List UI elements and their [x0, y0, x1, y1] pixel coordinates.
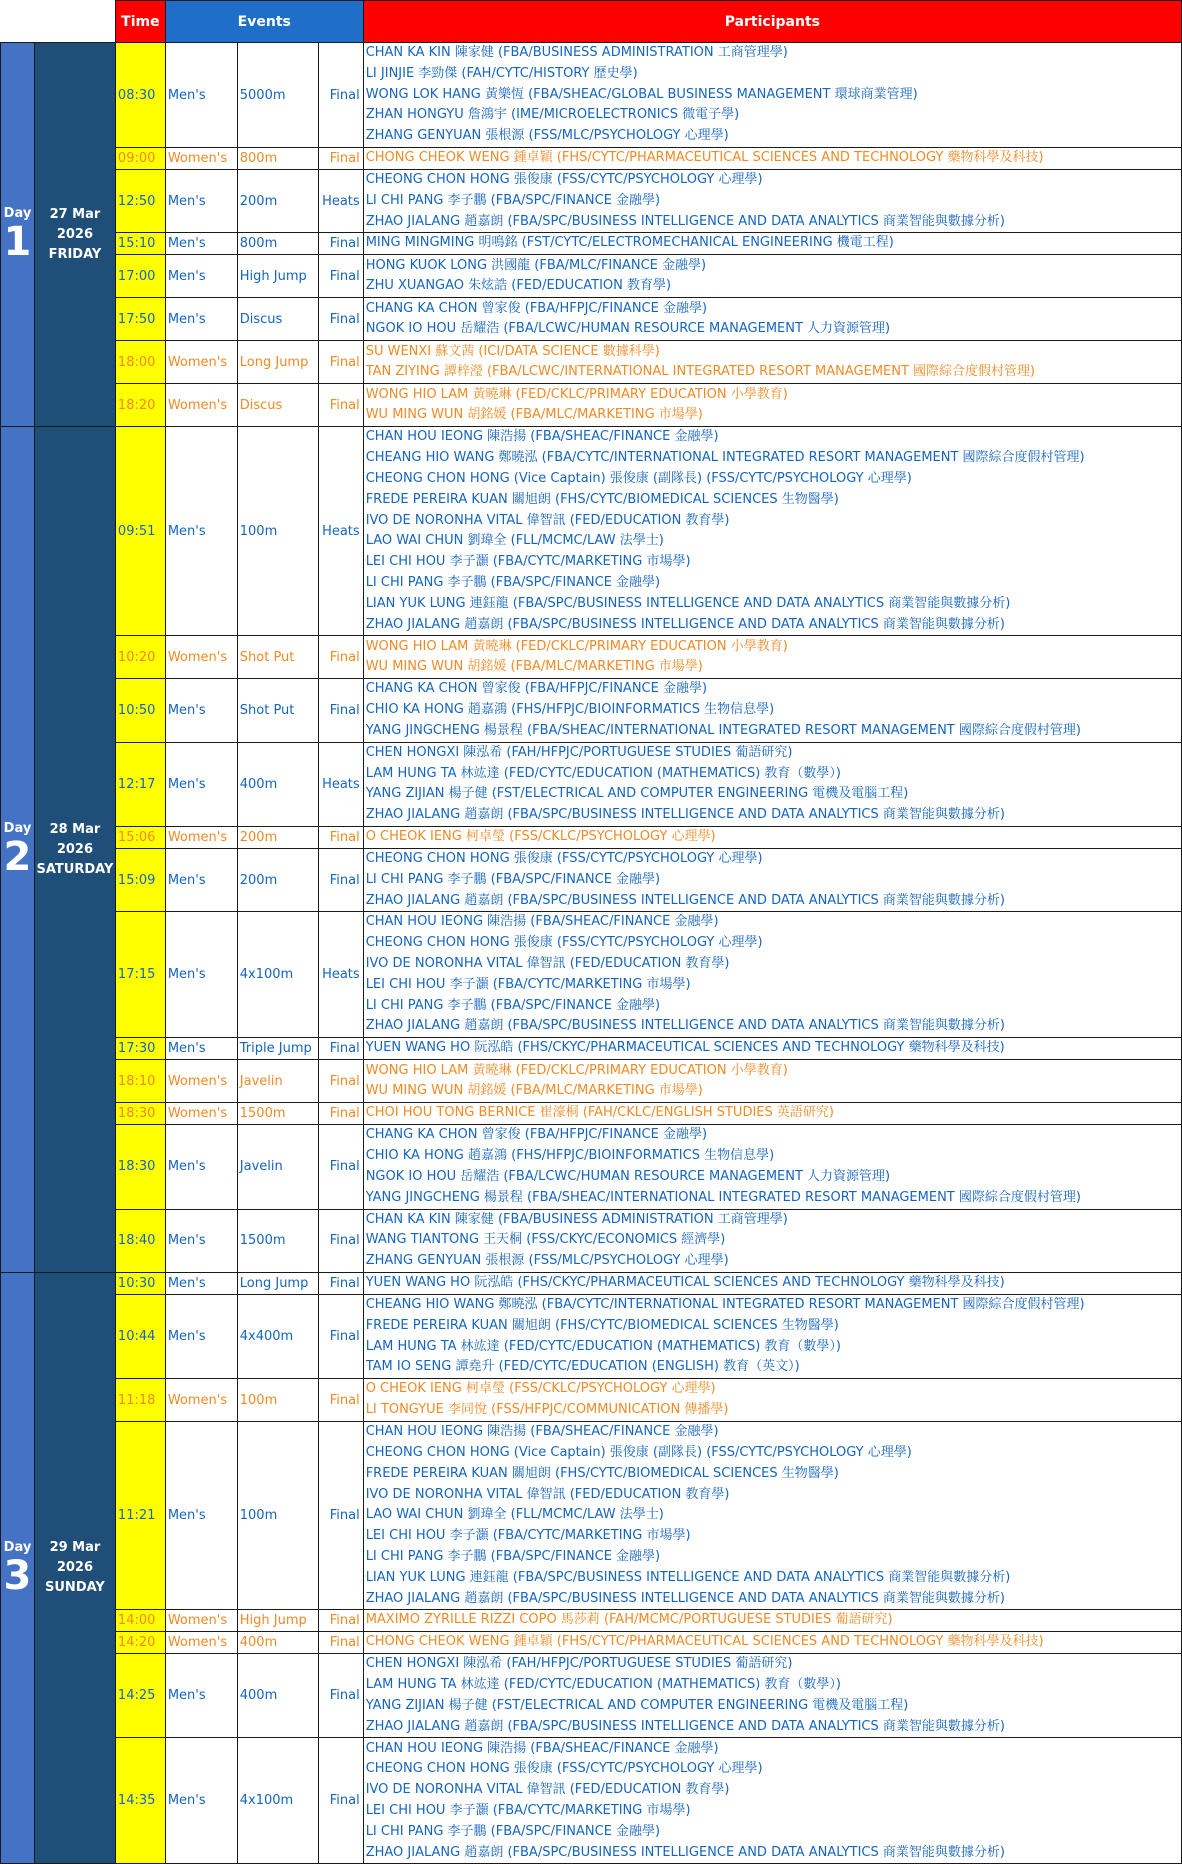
day-date: 28 Mar 2026 — [49, 821, 101, 857]
event-gender: Men's — [165, 679, 237, 742]
participant-entry: CHEONG CHON HONG 張俊康 (FSS/CYTC/PSYCHOLOGY 心理學) — [365, 1761, 763, 1777]
event-round: Final — [318, 636, 363, 679]
event-gender: Women's — [165, 826, 237, 848]
participant-entry: LI CHI PANG 李子鵬 (FBA/SPC/FINANCE 金融學) — [365, 1823, 661, 1839]
event-row — [1, 848, 1182, 911]
event-time: 10:30 — [115, 1272, 165, 1294]
event-gender: Women's — [165, 636, 237, 679]
event-row — [1, 1379, 1182, 1422]
participants-cell — [363, 1379, 1181, 1422]
day-label: Day — [3, 1539, 32, 1555]
day-date-cell — [34, 1272, 115, 1864]
participant-entry: YANG ZIJIAN 楊子健 (FST/ELECTRICAL AND COMPUTER ENGINEERING 電機及電腦工程) — [365, 1697, 909, 1713]
event-row — [1, 679, 1182, 742]
event-round: Final — [318, 1632, 363, 1654]
participant-entry: O CHEOK IENG 柯卓瑩 (FSS/CKLC/PSYCHOLOGY 心理學) — [365, 829, 716, 845]
day-weekday: FRIDAY — [48, 246, 102, 262]
participant-entry: WONG HIO LAM 黃曉琳 (FED/CKLC/PRIMARY EDUCATION 小學教育) — [365, 1062, 788, 1078]
event-row — [1, 170, 1182, 233]
event-round: Final — [318, 43, 363, 148]
event-row — [1, 1209, 1182, 1272]
participant-entry: LEI CHI HOU 李子灝 (FBA/CYTC/MARKETING 市場學) — [365, 1528, 691, 1544]
day-label-cell — [1, 43, 35, 427]
event-round: Final — [318, 341, 363, 384]
event-time: 18:20 — [115, 384, 165, 427]
event-time: 18:40 — [115, 1209, 165, 1272]
event-gender: Women's — [165, 341, 237, 384]
event-round: Heats — [318, 742, 363, 826]
event-time: 12:17 — [115, 742, 165, 826]
event-time: 09:51 — [115, 427, 165, 636]
event-row — [1, 427, 1182, 636]
participants-cell — [363, 1610, 1181, 1632]
event-name: 400m — [237, 1632, 318, 1654]
participants-cell — [363, 1632, 1181, 1654]
participants-cell — [363, 1038, 1181, 1060]
participants-cell — [363, 1738, 1181, 1864]
event-name: Long Jump — [237, 341, 318, 384]
event-gender: Men's — [165, 298, 237, 341]
header-time: Time — [115, 1, 165, 43]
event-name: 200m — [237, 848, 318, 911]
event-row — [1, 1294, 1182, 1378]
event-time: 12:50 — [115, 170, 165, 233]
participant-entry: CHAN KA KIN 陳家健 (FBA/BUSINESS ADMINISTRATION 工商管理學) — [365, 45, 788, 60]
event-row — [1, 636, 1182, 679]
event-gender: Men's — [165, 848, 237, 911]
participant-entry: ZHANG GENYUAN 張根源 (FSS/MLC/PSYCHOLOGY 心理學) — [365, 1253, 729, 1269]
event-row — [1, 148, 1182, 170]
event-name: 200m — [237, 826, 318, 848]
participants-cell — [363, 298, 1181, 341]
event-round: Final — [318, 233, 363, 255]
event-round: Final — [318, 1654, 363, 1738]
day-date: 29 Mar 2026 — [49, 1540, 101, 1576]
participant-entry: HONG KUOK LONG 洪國龍 (FBA/MLC/FINANCE 金融學) — [365, 257, 707, 273]
event-gender: Men's — [165, 255, 237, 298]
event-round: Final — [318, 384, 363, 427]
event-name: High Jump — [237, 255, 318, 298]
event-name: 800m — [237, 233, 318, 255]
participant-entry: TAM IO SENG 譚堯升 (FED/CYTC/EDUCATION (ENGLISH) 教育（英文）) — [365, 1359, 800, 1375]
event-round: Final — [318, 1060, 363, 1103]
event-time: 11:18 — [115, 1379, 165, 1422]
event-time: 08:30 — [115, 43, 165, 148]
day-weekday: SATURDAY — [36, 861, 114, 877]
participant-entry: LIAN YUK LUNG 連鈺龍 (FBA/SPC/BUSINESS INTELLIGENCE AND DATA ANALYTICS 商業智能與數據分析) — [365, 1569, 1011, 1585]
participants-cell — [363, 341, 1181, 384]
participants-cell — [363, 848, 1181, 911]
event-name: Long Jump — [237, 1272, 318, 1294]
event-time: 15:06 — [115, 826, 165, 848]
participants-cell — [363, 1422, 1181, 1610]
event-row — [1, 298, 1182, 341]
participant-entry: YANG JINGCHENG 楊景程 (FBA/SHEAC/INTERNATIONAL INTEGRATED RESORT MANAGEMENT 國際綜合度假村管理) — [365, 1189, 1081, 1205]
participant-entry: CHEN HONGXI 陳泓希 (FAH/HFPJC/PORTUGUESE STUDIES 葡語研究) — [365, 744, 793, 760]
event-round: Final — [318, 148, 363, 170]
event-name: 100m — [237, 1379, 318, 1422]
event-gender: Men's — [165, 1294, 237, 1378]
day-number: 3 — [3, 1552, 32, 1599]
participant-entry: LAM HUNG TA 林竑達 (FED/CYTC/EDUCATION (MATHEMATICS) 教育（數學）) — [365, 765, 842, 781]
event-name: Discus — [237, 384, 318, 427]
event-gender: Men's — [165, 1738, 237, 1864]
participant-entry: WANG TIANTONG 王天桐 (FSS/CKYC/ECONOMICS 經濟學) — [365, 1232, 726, 1248]
event-name: Triple Jump — [237, 1038, 318, 1060]
event-gender: Men's — [165, 427, 237, 636]
event-name: 4x400m — [237, 1294, 318, 1378]
participant-entry: CHAN HOU IEONG 陳浩揚 (FBA/SHEAC/FINANCE 金融學) — [365, 1740, 719, 1756]
participant-entry: MAXIMO ZYRILLE RIZZI COPO 馬莎莉 (FAH/MCMC/PORTUGUESE STUDIES 葡語研究) — [365, 1612, 893, 1628]
event-row — [1, 1125, 1182, 1209]
participant-entry: CHAN KA KIN 陳家健 (FBA/BUSINESS ADMINISTRATION 工商管理學) — [365, 1211, 788, 1227]
participants-cell — [363, 1060, 1181, 1103]
participant-entry: IVO DE NORONHA VITAL 偉智訊 (FED/EDUCATION 教育學) — [365, 512, 730, 528]
participant-entry: O CHEOK IENG 柯卓瑩 (FSS/CKLC/PSYCHOLOGY 心理學) — [365, 1381, 716, 1397]
day-label: Day — [3, 206, 32, 222]
participant-entry: CHANG KA CHON 曾家俊 (FBA/HFPJC/FINANCE 金融學) — [365, 681, 708, 697]
participant-entry: CHEONG CHON HONG 張俊康 (FSS/CYTC/PSYCHOLOGY 心理學) — [365, 172, 763, 187]
participant-entry: YANG JINGCHENG 楊景程 (FBA/SHEAC/INTERNATIONAL INTEGRATED RESORT MANAGEMENT 國際綜合度假村管理) — [365, 722, 1081, 738]
event-time: 10:50 — [115, 679, 165, 742]
participant-entry: FREDE PEREIRA KUAN 關旭朗 (FHS/CYTC/BIOMEDICAL SCIENCES 生物醫學) — [365, 491, 839, 507]
day-date-cell — [34, 43, 115, 427]
participant-entry: ZHAO JIALANG 趙嘉朗 (FBA/SPC/BUSINESS INTELLIGENCE AND DATA ANALYTICS 商業智能與數據分析) — [365, 1590, 1005, 1606]
participant-entry: LAO WAI CHUN 劉瑋全 (FLL/MCMC/LAW 法學士) — [365, 1507, 664, 1523]
event-round: Final — [318, 1379, 363, 1422]
event-row — [1, 742, 1182, 826]
participants-cell — [363, 233, 1181, 255]
event-name: 100m — [237, 427, 318, 636]
event-name: Shot Put — [237, 636, 318, 679]
event-gender: Men's — [165, 1272, 237, 1294]
participant-entry: YUEN WANG HO 阮泓皓 (FHS/CKYC/PHARMACEUTICAL SCIENCES AND TECHNOLOGY 藥物科學及科技) — [365, 1040, 1005, 1056]
event-gender: Women's — [165, 1632, 237, 1654]
participants-cell — [363, 1125, 1181, 1209]
participant-entry: CHANG KA CHON 曾家俊 (FBA/HFPJC/FINANCE 金融學) — [365, 1127, 708, 1143]
participant-entry: CHONG CHEOK WENG 鍾卓穎 (FHS/CYTC/PHARMACEUTICAL SCIENCES AND TECHNOLOGY 藥物科學及科技) — [365, 1634, 1044, 1650]
participant-entry: LEI CHI HOU 李子灝 (FBA/CYTC/MARKETING 市場學) — [365, 1802, 691, 1818]
day-weekday: SUNDAY — [45, 1580, 105, 1596]
event-row — [1, 912, 1182, 1038]
event-round: Final — [318, 1209, 363, 1272]
participant-entry: TAN ZIYING 譚梓瀅 (FBA/LCWC/INTERNATIONAL INTEGRATED RESORT MANAGEMENT 國際綜合度假村管理) — [365, 364, 1036, 380]
participants-cell — [363, 1209, 1181, 1272]
participant-entry: WONG LOK HANG 黃樂恆 (FBA/SHEAC/GLOBAL BUSINESS MANAGEMENT 環球商業管理) — [365, 86, 918, 102]
participant-entry: LIAN YUK LUNG 連鈺龍 (FBA/SPC/BUSINESS INTELLIGENCE AND DATA ANALYTICS 商業智能與數據分析) — [365, 595, 1011, 611]
event-row — [1, 1272, 1182, 1294]
participant-entry: ZHAO JIALANG 趙嘉朗 (FBA/SPC/BUSINESS INTELLIGENCE AND DATA ANALYTICS 商業智能與數據分析) — [365, 1718, 1005, 1734]
participant-entry: CHEONG CHON HONG 張俊康 (FSS/CYTC/PSYCHOLOGY 心理學) — [365, 850, 763, 866]
event-round: Final — [318, 679, 363, 742]
event-name: Javelin — [237, 1125, 318, 1209]
event-time: 11:21 — [115, 1422, 165, 1610]
event-round: Final — [318, 1610, 363, 1632]
participant-entry: CHONG CHEOK WENG 鍾卓穎 (FHS/CYTC/PHARMACEUTICAL SCIENCES AND TECHNOLOGY 藥物科學及科技) — [365, 150, 1044, 166]
participant-entry: LI CHI PANG 李子鵬 (FBA/SPC/FINANCE 金融學) — [365, 192, 661, 208]
participant-entry: ZHU XUANGAO 朱炫誥 (FED/EDUCATION 教育學) — [365, 278, 672, 294]
participant-entry: LAM HUNG TA 林竑達 (FED/CYTC/EDUCATION (MATHEMATICS) 教育（數學）) — [365, 1677, 842, 1693]
participant-entry: CHEONG CHON HONG (Vice Captain) 張俊康 (副隊長) (FSS/CYTC/PSYCHOLOGY 心理學) — [365, 471, 912, 486]
event-time: 17:50 — [115, 298, 165, 341]
event-gender: Women's — [165, 384, 237, 427]
event-row — [1, 1738, 1182, 1864]
event-gender: Men's — [165, 1654, 237, 1738]
participant-entry: LI JINJIE 李勁傑 (FAH/CYTC/HISTORY 歷史學) — [365, 65, 638, 81]
participant-entry: LAO WAI CHUN 劉瑋全 (FLL/MCMC/LAW 法學士) — [365, 533, 664, 549]
event-time: 15:10 — [115, 233, 165, 255]
participant-entry: IVO DE NORONHA VITAL 偉智訊 (FED/EDUCATION 教育學) — [365, 1486, 730, 1502]
participant-entry: CHAN HOU IEONG 陳浩揚 (FBA/SHEAC/FINANCE 金融學) — [365, 1424, 719, 1440]
event-round: Final — [318, 1103, 363, 1125]
event-time: 09:00 — [115, 148, 165, 170]
day-label-cell — [1, 427, 35, 1273]
day-date: 27 Mar 2026 — [49, 206, 101, 242]
participants-cell — [363, 384, 1181, 427]
participants-cell — [363, 43, 1181, 148]
participant-entry: CHAN HOU IEONG 陳浩揚 (FBA/SHEAC/FINANCE 金融學) — [365, 914, 719, 930]
participant-entry: ZHAN HONGYU 詹鴻宇 (IME/MICROELECTRONICS 微電子學) — [365, 107, 740, 123]
day-number: 1 — [3, 219, 32, 266]
event-row — [1, 1422, 1182, 1610]
event-time: 14:20 — [115, 1632, 165, 1654]
event-gender: Men's — [165, 43, 237, 148]
participants-cell — [363, 679, 1181, 742]
day-number: 2 — [3, 834, 32, 881]
event-name: 400m — [237, 742, 318, 826]
event-row — [1, 1103, 1182, 1125]
event-row — [1, 1060, 1182, 1103]
participants-cell — [363, 170, 1181, 233]
day-label-cell — [1, 1272, 35, 1864]
participant-entry: FREDE PEREIRA KUAN 關旭朗 (FHS/CYTC/BIOMEDICAL SCIENCES 生物醫學) — [365, 1465, 839, 1481]
participant-entry: IVO DE NORONHA VITAL 偉智訊 (FED/EDUCATION 教育學) — [365, 1782, 730, 1798]
event-round: Final — [318, 298, 363, 341]
event-row — [1, 255, 1182, 298]
participants-cell — [363, 1654, 1181, 1738]
event-gender: Men's — [165, 1038, 237, 1060]
participant-entry: WU MING WUN 胡銘媛 (FBA/MLC/MARKETING 市場學) — [365, 407, 703, 423]
participant-entry: LAM HUNG TA 林竑達 (FED/CYTC/EDUCATION (MATHEMATICS) 教育（數學）) — [365, 1338, 842, 1354]
participant-entry: IVO DE NORONHA VITAL 偉智訊 (FED/EDUCATION 教育學) — [365, 956, 730, 972]
participant-entry: CHANG KA CHON 曾家俊 (FBA/HFPJC/FINANCE 金融學) — [365, 300, 708, 316]
participant-entry: FREDE PEREIRA KUAN 關旭朗 (FHS/CYTC/BIOMEDICAL SCIENCES 生物醫學) — [365, 1317, 839, 1333]
participant-entry: CHIO KA HONG 趙嘉鴻 (FHS/HFPJC/BIOINFORMATICS 生物信息學) — [365, 702, 775, 718]
participants-cell — [363, 427, 1181, 636]
event-row — [1, 1632, 1182, 1654]
participants-cell — [363, 1272, 1181, 1294]
participant-entry: WONG HIO LAM 黃曉琳 (FED/CKLC/PRIMARY EDUCATION 小學教育) — [365, 386, 788, 402]
participant-entry: ZHAO JIALANG 趙嘉朗 (FBA/SPC/BUSINESS INTELLIGENCE AND DATA ANALYTICS 商業智能與數據分析) — [365, 616, 1005, 632]
event-round: Final — [318, 1272, 363, 1294]
participants-cell — [363, 1103, 1181, 1125]
event-row — [1, 384, 1182, 427]
participants-cell — [363, 912, 1181, 1038]
event-round: Final — [318, 1125, 363, 1209]
event-name: High Jump — [237, 1610, 318, 1632]
participant-entry: LI CHI PANG 李子鵬 (FBA/SPC/FINANCE 金融學) — [365, 871, 661, 887]
event-name: Shot Put — [237, 679, 318, 742]
event-gender: Men's — [165, 1422, 237, 1610]
participants-cell — [363, 148, 1181, 170]
participant-entry: CHOI HOU TONG BERNICE 崔濠桐 (FAH/CKLC/ENGLISH STUDIES 英語研究) — [365, 1105, 834, 1121]
event-round: Final — [318, 1738, 363, 1864]
participant-entry: WU MING WUN 胡銘媛 (FBA/MLC/MARKETING 市場學) — [365, 1083, 703, 1099]
event-row — [1, 1654, 1182, 1738]
event-gender: Men's — [165, 1125, 237, 1209]
participant-entry: LEI CHI HOU 李子灝 (FBA/CYTC/MARKETING 市場學) — [365, 554, 691, 570]
participant-entry: ZHAO JIALANG 趙嘉朗 (FBA/SPC/BUSINESS INTELLIGENCE AND DATA ANALYTICS 商業智能與數據分析) — [365, 1018, 1005, 1034]
event-gender: Women's — [165, 1379, 237, 1422]
event-round: Final — [318, 1038, 363, 1060]
event-round: Heats — [318, 427, 363, 636]
event-time: 18:30 — [115, 1103, 165, 1125]
event-gender: Men's — [165, 912, 237, 1038]
participants-cell — [363, 742, 1181, 826]
participant-entry: LI CHI PANG 李子鵬 (FBA/SPC/FINANCE 金融學) — [365, 1548, 661, 1564]
participant-entry: CHEONG CHON HONG 張俊康 (FSS/CYTC/PSYCHOLOGY 心理學) — [365, 935, 763, 951]
event-time: 17:15 — [115, 912, 165, 1038]
event-round: Final — [318, 1422, 363, 1610]
participant-entry: ZHAO JIALANG 趙嘉朗 (FBA/SPC/BUSINESS INTELLIGENCE AND DATA ANALYTICS 商業智能與數據分析) — [365, 1844, 1005, 1860]
participant-entry: LI CHI PANG 李子鵬 (FBA/SPC/FINANCE 金融學) — [365, 574, 661, 590]
event-name: Javelin — [237, 1060, 318, 1103]
participant-entry: LI TONGYUE 李同悅 (FSS/HFPJC/COMMUNICATION 傳播學) — [365, 1402, 729, 1418]
participant-entry: YANG ZIJIAN 楊子健 (FST/ELECTRICAL AND COMPUTER ENGINEERING 電機及電腦工程) — [365, 786, 909, 802]
event-gender: Men's — [165, 170, 237, 233]
event-time: 10:44 — [115, 1294, 165, 1378]
event-row — [1, 341, 1182, 384]
participant-entry: LI CHI PANG 李子鵬 (FBA/SPC/FINANCE 金融學) — [365, 997, 661, 1013]
event-time: 18:10 — [115, 1060, 165, 1103]
event-gender: Women's — [165, 148, 237, 170]
participant-entry: WU MING WUN 胡銘媛 (FBA/MLC/MARKETING 市場學) — [365, 659, 703, 675]
participant-entry: CHEONG CHON HONG (Vice Captain) 張俊康 (副隊長) (FSS/CYTC/PSYCHOLOGY 心理學) — [365, 1444, 912, 1460]
participant-entry: CHIO KA HONG 趙嘉鴻 (FHS/HFPJC/BIOINFORMATICS 生物信息學) — [365, 1148, 775, 1164]
event-gender: Men's — [165, 1209, 237, 1272]
participant-entry: ZHANG GENYUAN 張根源 (FSS/MLC/PSYCHOLOGY 心理學) — [365, 128, 729, 144]
participant-entry: LEI CHI HOU 李子灝 (FBA/CYTC/MARKETING 市場學) — [365, 976, 691, 992]
participant-entry: MING MINGMING 明鳴銘 (FST/CYTC/ELECTROMECHANICAL ENGINEERING 機電工程) — [365, 235, 894, 251]
event-time: 18:30 — [115, 1125, 165, 1209]
participant-entry: YUEN WANG HO 阮泓皓 (FHS/CKYC/PHARMACEUTICAL SCIENCES AND TECHNOLOGY 藥物科學及科技) — [365, 1275, 1005, 1291]
participants-cell — [363, 826, 1181, 848]
event-row — [1, 1610, 1182, 1632]
event-time: 17:00 — [115, 255, 165, 298]
event-time: 14:00 — [115, 1610, 165, 1632]
event-row — [1, 1038, 1182, 1060]
event-time: 15:09 — [115, 848, 165, 911]
event-time: 10:20 — [115, 636, 165, 679]
event-row — [1, 43, 1182, 148]
participant-entry: ZHAO JIALANG 趙嘉朗 (FBA/SPC/BUSINESS INTELLIGENCE AND DATA ANALYTICS 商業智能與數據分析) — [365, 892, 1005, 908]
event-gender: Women's — [165, 1610, 237, 1632]
event-gender: Men's — [165, 742, 237, 826]
participant-entry: NGOK IO HOU 岳耀浩 (FBA/LCWC/HUMAN RESOURCE MANAGEMENT 人力資源管理) — [365, 1168, 891, 1184]
event-name: 800m — [237, 148, 318, 170]
event-name: 200m — [237, 170, 318, 233]
participants-cell — [363, 636, 1181, 679]
event-round: Final — [318, 826, 363, 848]
event-time: 14:35 — [115, 1738, 165, 1864]
event-round: Final — [318, 1294, 363, 1378]
participant-entry: CHAN HOU IEONG 陳浩揚 (FBA/SHEAC/FINANCE 金融學) — [365, 429, 719, 445]
participant-entry: ZHAO JIALANG 趙嘉朗 (FBA/SPC/BUSINESS INTELLIGENCE AND DATA ANALYTICS 商業智能與數據分析) — [365, 213, 1005, 229]
event-round: Heats — [318, 912, 363, 1038]
event-gender: Women's — [165, 1103, 237, 1125]
header-events: Events — [165, 1, 363, 43]
schedule-body — [1, 43, 1182, 1864]
event-name: 1500m — [237, 1103, 318, 1125]
event-time: 18:00 — [115, 341, 165, 384]
header-blank — [1, 1, 116, 43]
participant-entry: ZHAO JIALANG 趙嘉朗 (FBA/SPC/BUSINESS INTELLIGENCE AND DATA ANALYTICS 商業智能與數據分析) — [365, 807, 1005, 823]
header-row — [1, 1, 1182, 43]
participant-entry: CHEANG HIO WANG 鄭曉泓 (FBA/CYTC/INTERNATIONAL INTEGRATED RESORT MANAGEMENT 國際綜合度假村管理) — [365, 1296, 1085, 1312]
participant-entry: CHEANG HIO WANG 鄭曉泓 (FBA/CYTC/INTERNATIONAL INTEGRATED RESORT MANAGEMENT 國際綜合度假村管理) — [365, 450, 1085, 466]
participant-entry: SU WENXI 蘇文茜 (ICI/DATA SCIENCE 數據科學) — [365, 343, 660, 359]
day-date-cell — [34, 427, 115, 1273]
event-name: 400m — [237, 1654, 318, 1738]
participant-entry: NGOK IO HOU 岳耀浩 (FBA/LCWC/HUMAN RESOURCE MANAGEMENT 人力資源管理) — [365, 321, 891, 337]
event-name: 5000m — [237, 43, 318, 148]
event-name: 4x100m — [237, 912, 318, 1038]
event-name: 4x100m — [237, 1738, 318, 1864]
day-label: Day — [3, 821, 32, 837]
event-round: Heats — [318, 170, 363, 233]
event-round: Final — [318, 255, 363, 298]
event-gender: Women's — [165, 1060, 237, 1103]
event-row — [1, 826, 1182, 848]
event-name: Discus — [237, 298, 318, 341]
event-time: 17:30 — [115, 1038, 165, 1060]
participant-entry: WONG HIO LAM 黃曉琳 (FED/CKLC/PRIMARY EDUCATION 小學教育) — [365, 638, 788, 654]
event-round: Final — [318, 848, 363, 911]
participants-cell — [363, 1294, 1181, 1378]
event-time: 14:25 — [115, 1654, 165, 1738]
event-name: 100m — [237, 1422, 318, 1610]
participants-cell — [363, 255, 1181, 298]
participant-entry: CHEN HONGXI 陳泓希 (FAH/HFPJC/PORTUGUESE STUDIES 葡語研究) — [365, 1656, 793, 1672]
event-gender: Men's — [165, 233, 237, 255]
header-participants: Participants — [363, 1, 1181, 43]
event-row — [1, 233, 1182, 255]
event-name: 1500m — [237, 1209, 318, 1272]
